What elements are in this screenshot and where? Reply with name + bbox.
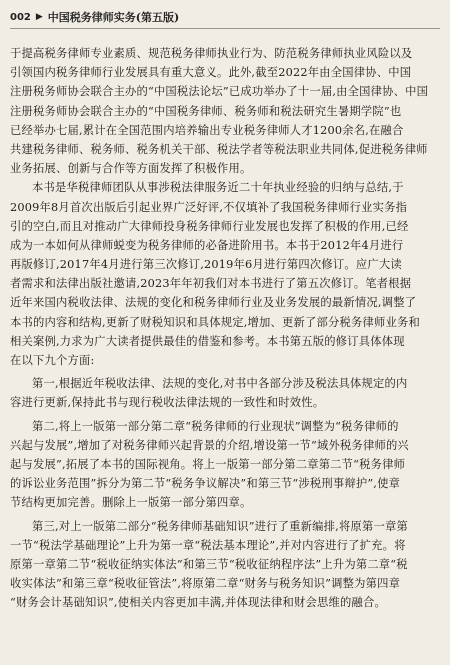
text-line: 的诉讼业务范围”拆分为第二节“税务争议解决”和第三节“涉税刑事辩护”,使章 (10, 477, 401, 491)
text-line: “财务会计基础知识”,使相关内容更加丰满,并体现法律和财会思维的融合。 (10, 596, 386, 610)
text-line: 第二,将上一版第一部分第二章“税务律师的行业现状”调整为“税务律师的 (32, 419, 399, 433)
text-line: 共建税务律师、税务师、税务机关干部、税法学者等税法职业共同体,促进税务律师 (10, 142, 428, 156)
text-line: 业务拓展、创新与合作等方面发挥了积极作用。 (10, 162, 252, 176)
text-line: 在以下九个方面: (10, 354, 95, 367)
text-line: 第一,根据近年税收法律、法规的变化,对书中各部分涉及税法具体规定的内 (32, 377, 408, 391)
text-line: 第三,对上一版第二部分“税务律师基础知识”进行了重新编排,将原第一章第 (32, 519, 408, 533)
text-line: 节结构更加完善。删除上一版第一部分第四章。 (10, 496, 252, 510)
text-line: 起与发展”,拓展了本书的国际视角。将上一版第一部分第二章第二节“税务律师 (10, 457, 406, 471)
text-line: 者需求和法律出版社邀请,2023年年初我们对本书进行了第五次修订。笔者根据 (10, 277, 412, 291)
text-line: 于提高税务律师专业素质、规范税务律师执业行为、防范税务律师执业风险以及 (10, 47, 413, 60)
text-line: 容进行更新,保持此书与现行税收法律法规的一致性和时效性。 (10, 396, 325, 410)
text-line: 已经举办七届,累计在全国范围内培养输出专业税务律师人才1200余名,在融合 (10, 123, 404, 137)
text-line: 本书是华税律师团队从事涉税法律服务近二十年执业经验的归纳与总结,于 (32, 181, 404, 195)
text-line: 近年来国内税收法律、法规的变化和税务律师行业及业务发展的最新情况,调整了 (10, 296, 417, 310)
header-rule (10, 28, 440, 29)
page-body (10, 44, 440, 612)
header-triangle-icon: ▶ (35, 12, 43, 22)
text-line: 注册税务师协会联合主办的“中国税务律师、税务师和税法研究生暑期学院”也 (10, 104, 402, 118)
text-line: 本书的内容和结构,更新了财税知识和具体规定,增加、更新了部分税务律师业务和 (10, 315, 420, 329)
book-title: 中国税务律师实务(第五版) (47, 11, 180, 24)
page-number: 002 (10, 11, 31, 23)
text-line: 相关案例,力求为广大读者提供最佳的借鉴和参考。本书第五版的修订具体体现 (10, 334, 405, 348)
text-line: 2009年8月首次出版后引起业界广泛好评,不仅填补了我国税务律师行业实务指 (10, 200, 408, 214)
text-line: 成为一本如何从律师蜕变为税务律师的必备进阶用书。本书于2012年4月进行 (10, 238, 404, 252)
text-line: 引的空白,而且对推动广大律师投身税务律师行业发展也发挥了积极的作用,已经 (10, 219, 409, 233)
text-line: 原第一章第二节“税收征纳实体法”和第三节“税收征纳程序法”上升为第二章“税 (10, 557, 408, 571)
text-line: 一节“税法学基础理论”上升为第一章“税法基本理论”,并对内容进行了扩充。将 (10, 538, 406, 552)
text-line: 收实体法”和第三章“税收征管法”,将原第二章“财务与税务知识”调整为第四章 (10, 577, 401, 591)
text-line: 再版修订,2017年4月进行第三次修订,2019年6月进行第四次修订。应广大读 (10, 258, 402, 272)
running-header (10, 7, 440, 27)
text-line: 注册税务师协会联合主办的“中国税法论坛”已成功举办了十一届,由全国律协、中国 (10, 85, 429, 99)
text-line: 兴起与发展”,增加了对税务律师兴起背景的介绍,增设第一节“域外税务律师的兴 (10, 438, 409, 452)
text-line: 引领国内税务律师行业发展具有重大意义。此外,截至2022年由全国律协、中国 (10, 66, 412, 80)
